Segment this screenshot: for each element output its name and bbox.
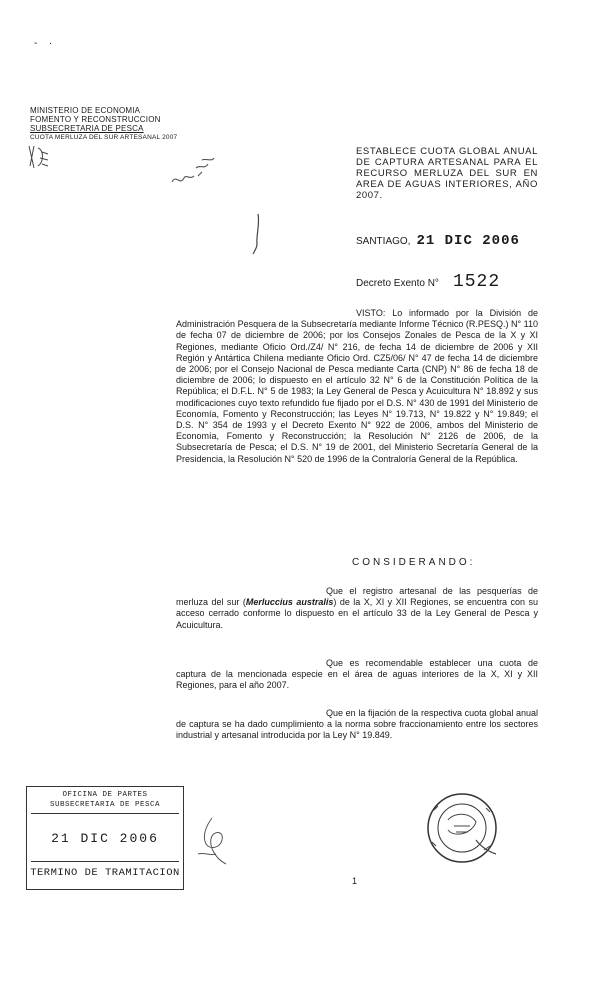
- header-line-subsecretaria: SUBSECRETARIA DE PESCA: [30, 124, 144, 133]
- page-number: 1: [352, 876, 358, 886]
- considerando-heading: CONSIDERANDO:: [352, 557, 476, 568]
- considerando-paragraph-1: [176, 586, 538, 631]
- stamp-footer: TERMINO DE TRAMITACION: [30, 867, 180, 879]
- ministry-header: [30, 106, 177, 142]
- handwritten-initials-icon: [168, 156, 218, 192]
- stamp-subsecretaria: SUBSECRETARIA DE PESCA: [49, 801, 161, 809]
- place-label: SANTIAGO,: [356, 236, 411, 247]
- stamp-divider-bottom: [31, 861, 179, 862]
- considerando-paragraph-2: [176, 658, 538, 692]
- considerando-1-start: Que el registro artesanal de las pesquerías de merluza del sur (: [176, 586, 538, 608]
- official-round-seal-icon: [424, 790, 500, 866]
- place-date-line: [356, 233, 520, 249]
- handwritten-stroke-icon: [250, 212, 264, 256]
- considerando-3-text: Que en la fijación de la respectiva cuota global anual de captura se ha dado cumplimiento a la norma sobre fraccionamiento entre los sectores industrial y artesanal introducida por la Ley N° 19.849.: [176, 708, 538, 741]
- stray-mark: - ·: [34, 38, 55, 49]
- considerando-2-text: Que es recomendable establecer una cuota de captura de la mencionada especie en el área de aguas interiores de la X, XI y XII Regiones, para el año 2007.: [176, 658, 538, 691]
- visto-text: VISTO: Lo informado por la División de Administración Pesquera de la Subsecretaría mediante Informe Técnico (R.PESQ.) N° 110 de fecha 07 de diciembre de 2006; por los Consejos Zonales de Pesca de la X y XI Regiones, mediante Oficio Ord./Z4/ N° 216, de fecha 14 de diciembre de 2006 y XII Región y Antártica Chilena mediante Oficio Ord. CZ5/06/ N° 47 de fecha 14 de diciembre de 2006; por el Consejo Nacional de Pesca mediante Carta (CNP) N° 86 de fecha 18 de diciembre de 2006; lo dispuesto en el artículo 32 N° 6 de la Constitución Política de la República; el D.F.L. N° 5 de 1983; la Ley General de Pesca y Acuicultura N° 18.892 y sus modificaciones cuyo texto refundido fue fijado por el D.S. N° 430 de 1991 del Ministerio de Economía, Fomento y Reconstrucción; las Leyes N° 19.713, N° 19.822 y N° 19.849; el D.S. N° 354 de 1993 y el Decreto Exento N° 922 de 2006, ambos del Ministerio de Economía, Fomento y Reconstrucción; la Resolución N° 2126 de 2006, de la Subsecretaría de Pesca; el D.S. N° 19 de 2001, del Ministerio Secretaría General de la Presidencia, la Resolución N° 520 de 1996 de la Contraloría General de la República.: [176, 308, 538, 464]
- considerando-1-end: ) de la X, XI y XII Regiones, se encuentra con su acceso cerrado conforme lo dispuesto en el artículo 33 de la Ley General de Pesca y Acuicultura.: [176, 597, 538, 630]
- date-stamp: 21 DIC 2006: [416, 233, 520, 249]
- stamp-date: 21 DIC 2006: [51, 831, 159, 846]
- header-line-cuota: CUOTA MERLUZA DEL SUR ARTESANAL 2007: [30, 134, 178, 141]
- decree-label: Decreto Exento N°: [356, 278, 439, 289]
- seal-icon: [26, 142, 52, 172]
- document-subject: ESTABLECE CUOTA GLOBAL ANUAL DE CAPTURA ARTESANAL PARA EL RECURSO MERLUZA DEL SUR EN AREA DE AGUAS INTERIORES, AÑO 2007.: [356, 146, 538, 201]
- decree-number: 1522: [452, 272, 501, 292]
- header-line-ministry: MINISTERIO DE ECONOMIA: [30, 106, 141, 115]
- oficina-partes-stamp: [26, 786, 184, 890]
- visto-paragraph: [176, 308, 538, 465]
- signature-mark-icon: [192, 814, 236, 870]
- stamp-divider: [31, 813, 179, 814]
- considerando-paragraph-3: [176, 708, 538, 742]
- species-name: Merluccius australis: [245, 597, 334, 608]
- stamp-office: OFICINA DE PARTES: [62, 791, 148, 799]
- decree-number-line: [356, 272, 500, 292]
- header-line-fomento: FOMENTO Y RECONSTRUCCION: [30, 115, 161, 124]
